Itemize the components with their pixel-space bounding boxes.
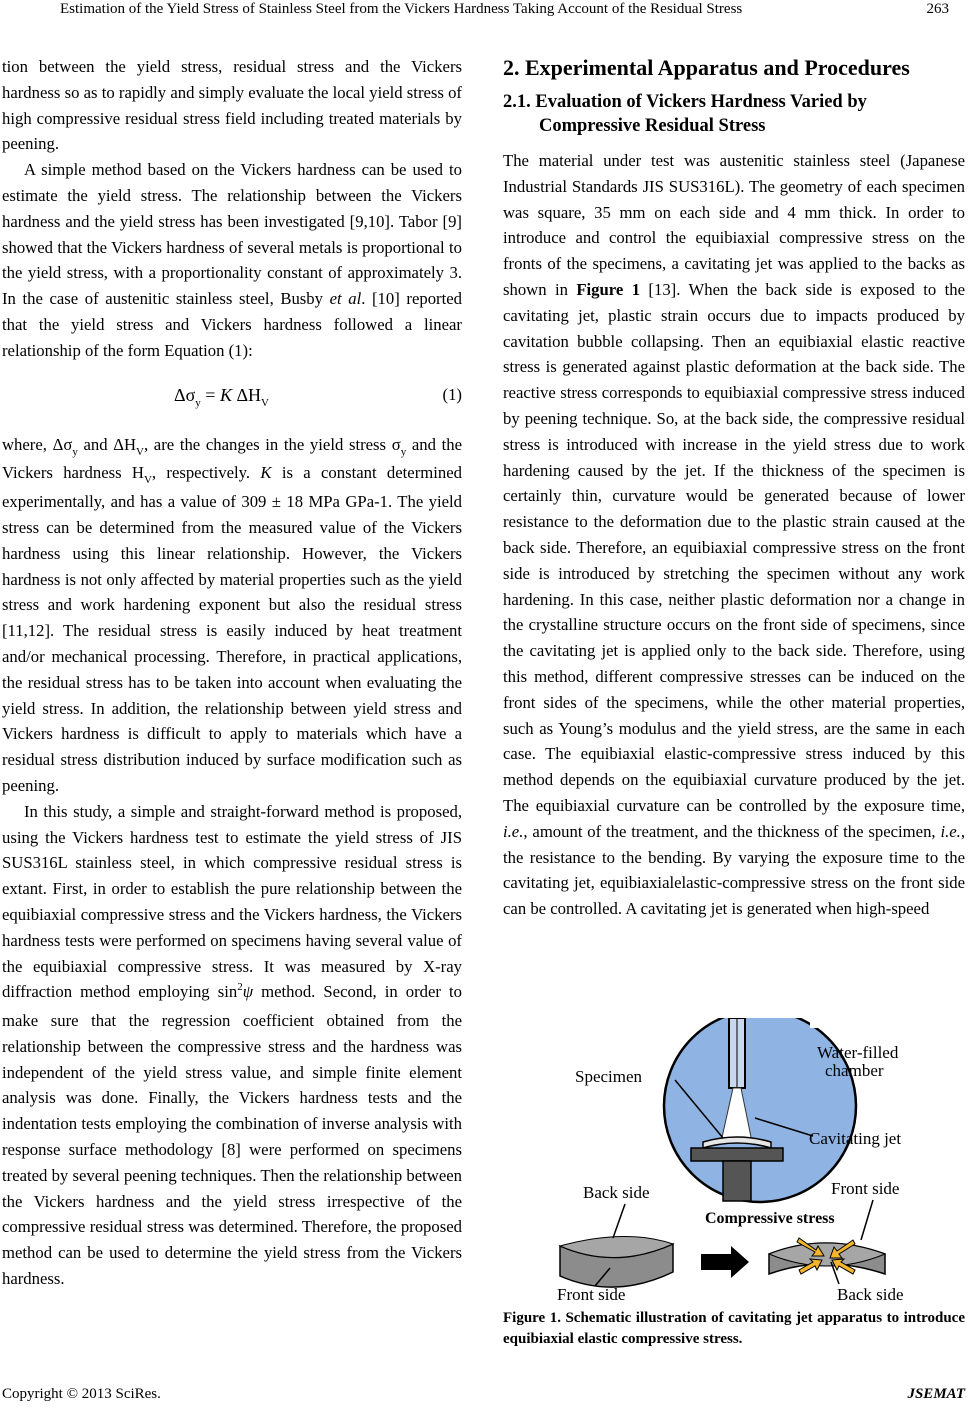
- paragraph-text: In this study, a simple and straight-forward method is proposed, using the Vickers hardness test to estimate the yield stress of JIS SUS316L stainless steel, in which compressive residual stress is extant. First, in order to establish the pure relationship between the equibiaxial compressive stress and the Vickers hardness, the Vickers hardness tests were performed on specimens having several value of the equibiaxial compressive stress. It was measured by X-ray diffraction method employing sin: [2, 801, 462, 1002]
- subsection-heading: 2.1. Evaluation of Vickers Hardness Varied by Compressive Residual Stress: [503, 92, 867, 136]
- paragraph-intro-end: [2, 54, 462, 157]
- subscript: V: [136, 445, 144, 458]
- label-back-side-2: Back side: [837, 1285, 904, 1302]
- page-number: 263: [926, 1, 949, 17]
- back-side-leader-1: [613, 1204, 625, 1238]
- subscript: y: [72, 445, 78, 458]
- label-front-side-2: Front side: [831, 1179, 900, 1198]
- eq-subscript-y: y: [195, 396, 201, 409]
- eq-equals: =: [200, 384, 220, 405]
- label-chamber-line2: chamber: [825, 1061, 884, 1080]
- subscript: V: [143, 474, 152, 487]
- chamber-gap: [810, 1018, 830, 1028]
- label-front-side-1: Front side: [557, 1285, 626, 1302]
- running-title: Estimation of the Yield Stress of Stainless Steel from the Vickers Hardness Taking Account of the Residual Stress: [60, 1, 743, 17]
- italic-psi: ψ: [242, 982, 254, 1002]
- transition-arrow: [701, 1246, 749, 1278]
- italic-k: K: [260, 463, 272, 483]
- front-side-leader-2: [861, 1200, 873, 1240]
- text: and the Vickers hardness H: [2, 434, 462, 483]
- specimen-holder: [691, 1148, 783, 1161]
- equation-body: [174, 372, 269, 421]
- text: where, Δσ: [2, 434, 73, 454]
- figure-1: [555, 1018, 915, 1302]
- holder-stem: [723, 1161, 751, 1201]
- paragraph-where: [2, 432, 462, 799]
- paragraph-text: [13]. When the back side is exposed to the cavitating jet, plastic strain occurs due to impacts produced by cavitation bubble collapsing. Then an equibiaxial elastic reactive stress is generated against plastic deformation at the back side. The reactive stress corresponds to equibiaxial compressive stress induced by peening technique. So, at the back side, the compressive residual stress is introduced with increase in the yield stress due to work hardening caused by the jet. If the thickness of the specimen is certainly thin, curvature would be generated because of lower resistance to the deformation due to the plastic strain caused at the back side. Therefore, an equibiaxial compressive stress on the front side is introduced by stretching the specimen without any work hardening. In this case, neither plastic deformation nor a change in the crystalline structure occurs on the front side of specimens, since the cavitating jet is applied only to the back side. Therefore, using this method, different compressive stresses can be induced on the front sides of the specimens, while the other material properties, such as Young’s modulus and the yield stress, are the same in each case. The equibiaxial elastic-compressive stress induced by this method depends on the equibiaxial curvature produced by the jet. The equibiaxial curvature can be controlled by the exposure time,: [503, 279, 966, 815]
- copyright: Copyright © 2013 SciRes.: [2, 1386, 161, 1402]
- equation-1: [2, 372, 462, 418]
- left-column: [2, 54, 462, 1292]
- paragraph-text: The material under test was austenitic stainless steel (Japanese Industrial Standards JIS SUS316L). The geometry of each specimen was square, 35 mm on each side and 4 mm thick. In order to introduce and control the equibiaxial compressive stress on the fronts of the specimens, a cavitating jet was applied to the backs as shown in: [503, 151, 965, 299]
- figure-1-illustration: [555, 1018, 915, 1302]
- paragraph-text: , amount of the treatment, and the thickness of the specimen,: [523, 821, 941, 841]
- running-header: [0, 0, 969, 26]
- text: , are the changes in the yield stress σ: [143, 434, 401, 454]
- paragraph-this-study: [2, 799, 462, 1292]
- figure-caption: Figure 1. Schematic illustration of cavitating jet apparatus to introduce equibiaxial elastic compressive stress.: [503, 1310, 965, 1347]
- eq-delta-h: ΔH: [231, 384, 262, 405]
- label-back-side-1: Back side: [583, 1183, 650, 1202]
- italic-ie: i.e.: [503, 821, 524, 841]
- eq-delta-sigma: Δσ: [174, 384, 196, 405]
- paragraph-text: , the resistance to the bending. By varying the exposure time to the cavitating jet, equibiaxialelastic-compressive stress on the front side can be controlled. A cavitating jet is generated when high-speed: [503, 821, 965, 919]
- figure-reference: Figure 1: [576, 279, 641, 299]
- label-cavitating-jet: Cavitating jet: [809, 1129, 902, 1148]
- superscript-2: 2: [237, 981, 243, 994]
- paragraph-text: tion between the yield stress, residual stress and the Vickers hardness so as to rapidly and simply evaluate the local yield stress of high compressive residual stress field including treated materials by peening.: [2, 57, 462, 154]
- label-specimen: Specimen: [575, 1067, 643, 1086]
- text: and ΔH: [77, 434, 137, 454]
- label-chamber-line1: Water-filled: [817, 1043, 899, 1062]
- journal-name: JSEMAT: [907, 1386, 965, 1402]
- eq-subscript-v: V: [261, 396, 269, 409]
- paragraph-material: [503, 148, 965, 922]
- italic-et-al: et al: [329, 289, 362, 309]
- page-footer: [0, 1386, 969, 1410]
- text: , respectively.: [151, 463, 261, 483]
- eq-k: K: [219, 384, 232, 405]
- paragraph-text: . [10] reported that the yield stress and Vickers hardness followed a linear relationship of the form Equation (1):: [2, 289, 462, 360]
- paragraph-text: is a constant determined experimentally, and has a value of 309 ± 18 MPa GPa-1. The yield stress can be determined from the measured value of the Vickers hardness using this linear relationship. However, the Vickers hardness is not only affected by material properties such as the yield stress and work hardening exponent but also the residual stress [11,12]. The residual stress is easily induced by heat treatment and/or mechanical processing. Therefore, in practical applications, the residual stress has to be taken into account when evaluating the yield stress. In addition, the relationship between yield stress and Vickers hardness is difficult to apply to materials which have a residual stress distribution induced by surface modification such as peening.: [2, 463, 462, 795]
- section-heading: 2. Experimental Apparatus and Procedures: [503, 55, 910, 80]
- equation-number: (1): [442, 384, 462, 404]
- italic-ie: i.e.: [940, 821, 961, 841]
- label-compressive-stress: Compressive stress: [705, 1210, 835, 1227]
- paragraph-text: A simple method based on the Vickers hardness can be used to estimate the yield stress. The relationship between the Vickers hardness and the yield stress has been investigated [9,10]. Tabor [9] showed that the Vickers hardness of several metals is proportional to the yield stress, with a proportionality constant of approximately 3. In the case of austenitic stainless steel, Busby: [2, 160, 462, 309]
- paragraph-tabor: [2, 157, 462, 363]
- right-column: [503, 54, 965, 922]
- paragraph-text: method. Second, in order to make sure that the regression coefficient obtained from the relationship between the compressive stress and the hardness was independent of the yield stress value, and simple finite element analysis was done. Finally, the Vickers hardness tests and the indentation tests employing the combination of inverse analysis with response surface methodology [8] were performed on specimens treated by several peening techniques. Then the relationship between the Vickers hardness and the yield stress irrespective of the compressive residual stress was determined. Therefore, the proposed method can be used to determine the yield stress from the Vickers hardness.: [2, 982, 462, 1289]
- subscript: y: [400, 445, 407, 458]
